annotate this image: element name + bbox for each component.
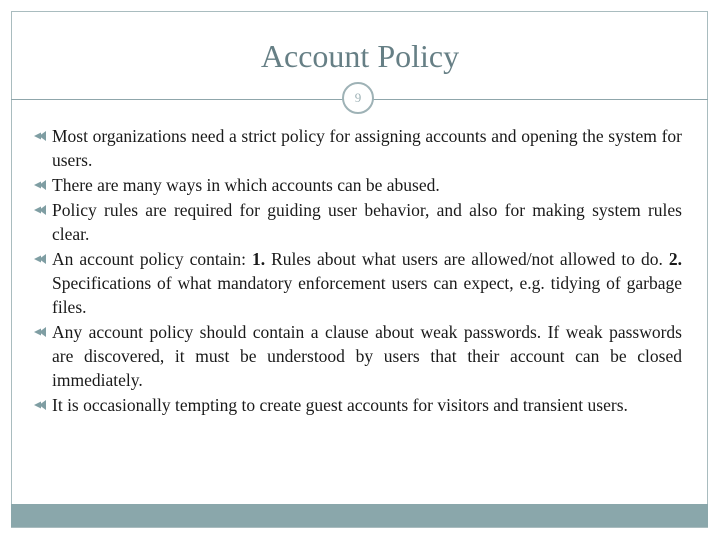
bullet-text: Policy rules are required for guiding user behavior, and also for making system rules clear. [52,200,682,244]
bullet-text-segment: An account policy contain: [52,249,252,269]
page-number-badge: 9 [342,82,374,114]
bullet-text-segment: Specifications of what mandatory enforcement users can expect, e.g. tidying of garbage files. [52,273,682,317]
bullet-list [33,124,682,418]
footer-accent-bar [11,504,708,527]
arrow-bullet-icon [33,326,50,338]
bullet-text: Most organizations need a strict policy for assigning accounts and opening the system for users. [52,126,682,170]
bullet-item [33,173,682,197]
bullet-text: It is occasionally tempting to create guest accounts for visitors and transient users. [52,395,628,415]
arrow-bullet-icon [33,399,50,411]
arrow-bullet-icon [33,179,50,191]
bullet-item [33,124,682,172]
bullet-text-segment: Rules about what users are allowed/not allowed to do. [265,249,669,269]
bullet-item [33,320,682,392]
bullet-item [33,198,682,246]
bullet-text [52,249,682,317]
bullet-text: Any account policy should contain a clause about weak passwords. If weak passwords are discovered, it must be understood by users that their account can be closed immediately. [52,322,682,390]
slide-title: Account Policy [260,38,460,74]
bullet-text: There are many ways in which accounts can be abused. [52,175,440,195]
list-number: 2. [668,249,682,269]
list-number: 1. [251,249,266,269]
arrow-bullet-icon [33,130,50,142]
bullet-item [33,247,682,319]
arrow-bullet-icon [33,253,50,265]
bullet-item [33,393,682,417]
arrow-bullet-icon [33,204,50,216]
